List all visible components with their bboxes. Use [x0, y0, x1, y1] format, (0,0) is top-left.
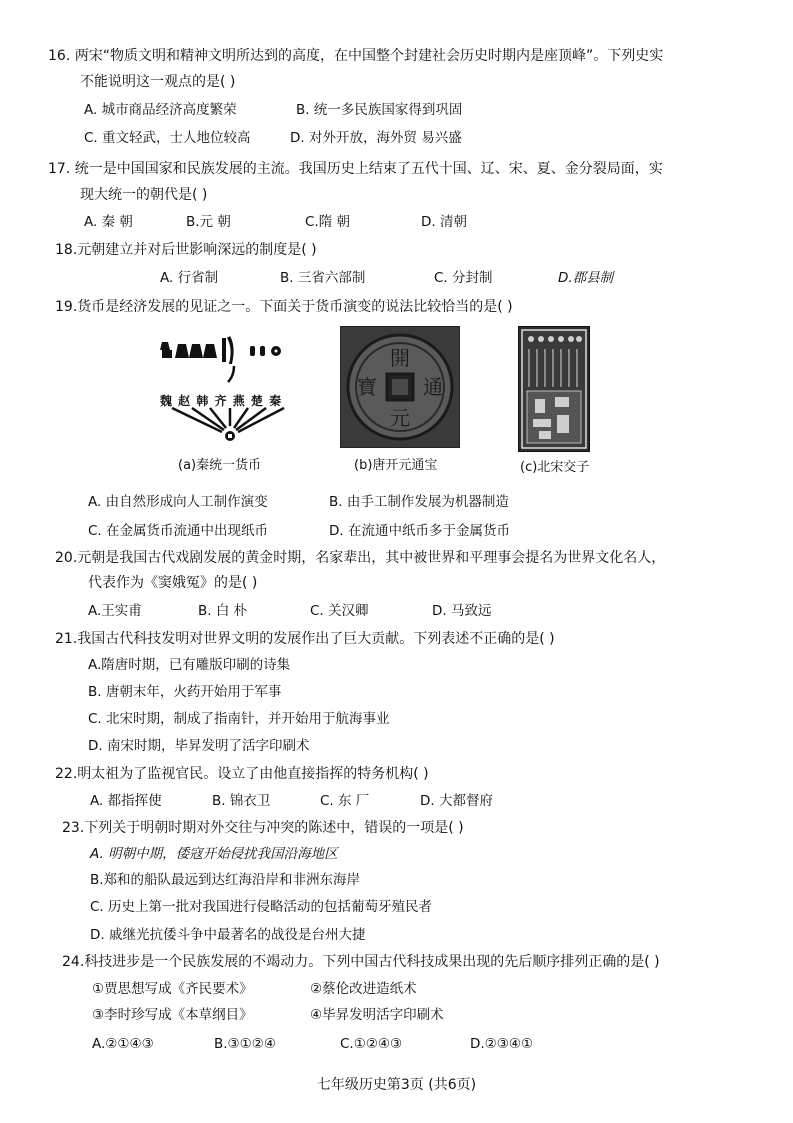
warring-states-labels: 魏 赵 韩 齐 燕 楚 秦	[160, 394, 283, 408]
q20-option-b: B. 白 朴	[198, 603, 248, 619]
q22-option-c: C. 东 厂	[320, 793, 370, 809]
caption-c: (c)北宋交子	[520, 460, 590, 475]
q24-stem: 24.科技进步是一个民族发展的不竭动力。下列中国古代科技成果出现的先后顺序排列正确的是( )	[62, 954, 660, 970]
q21-option-d: D. 南宋时期，毕昇发明了活字印刷术	[88, 738, 310, 754]
q24-item-1: ①贾思想写成《齐民要术》	[92, 981, 253, 997]
kaiyuan-coin-image	[340, 326, 460, 448]
q23-option-a: A. 明朝中期，倭寇开始侵扰我国沿海地区	[90, 846, 338, 862]
q23-option-b: B.郑和的船队最远到达红海沿岸和非洲东海岸	[90, 872, 361, 888]
q16-option-d: D. 对外开放，海外贸 易兴盛	[290, 130, 462, 146]
q19-option-c: C. 在金属货币流通中出现纸币	[88, 523, 269, 539]
q24-option-b: B.③①②④	[214, 1036, 276, 1052]
q24-item-3: ③李时珍写成《本草纲目》	[92, 1007, 253, 1023]
q20-option-c: C. 关汉卿	[310, 603, 369, 619]
q18-option-a: A. 行省制	[160, 270, 219, 286]
q18-option-d: D.郡县制	[558, 270, 614, 286]
q22-option-a: A. 都指挥使	[90, 793, 162, 809]
q20-stem-line1: 20.元朝是我国古代戏剧发展的黄金时期，名家辈出，其中被世界和平理事会提名为世界文化名人，	[55, 550, 666, 566]
qin-currency-image	[152, 330, 300, 448]
q23-stem: 23.下列关于明朝时期对外交往与冲突的陈述中，错误的一项是( )	[62, 820, 464, 836]
q17-stem-line2: 现大统一的朝代是( )	[80, 187, 208, 203]
q17-option-c: C.隋 朝	[305, 214, 351, 230]
q20-stem-line2: 代表作为《窦娥冤》的是( )	[88, 575, 258, 591]
q18-stem: 18.元朝建立并对后世影响深远的制度是( )	[55, 242, 317, 258]
q20-option-a: A.王实甫	[88, 603, 142, 619]
q17-option-a: A. 秦 朝	[84, 214, 133, 230]
q17-option-d: D. 清朝	[421, 214, 467, 230]
q24-item-2: ②蔡伦改进造纸术	[310, 981, 417, 997]
q21-option-b: B. 唐朝末年，火药开始用于军事	[88, 684, 282, 700]
q24-option-d: D.②③④①	[470, 1036, 534, 1052]
q17-stem-line1: 17. 统一是中国国家和民族发展的主流。我国历史上结束了五代十国、辽、宋、夏、金分裂局面，实	[48, 161, 663, 177]
q16-stem-line1: 16. 两宋“物质文明和精神文明所达到的高度，在中国整个封建社会历史时期内是座顶峰”。下列史实	[48, 48, 664, 64]
q16-stem-line2: 不能说明这一观点的是( )	[80, 74, 236, 90]
kaiyuan-coin-drawing	[341, 327, 459, 447]
q21-stem: 21.我国古代科技发明对世界文明的发展作出了巨大贡献。下列表述不正确的是( )	[55, 631, 555, 647]
q20-option-d: D. 马致远	[432, 603, 492, 619]
q19-option-b: B. 由手工制作发展为机器制造	[329, 494, 509, 510]
q18-option-b: B. 三省六部制	[280, 270, 366, 286]
q21-option-c: C. 北宋时期，制成了指南针，并开始用于航海事业	[88, 711, 390, 727]
q22-option-b: B. 锦衣卫	[212, 793, 271, 809]
q24-item-4: ④毕昇发明活字印刷术	[310, 1007, 444, 1023]
q16-option-a: A. 城市商品经济高度繁荣	[84, 102, 237, 118]
coin-char-left: 寶	[357, 375, 377, 399]
q18-option-c: C. 分封制	[434, 270, 493, 286]
q17-option-b: B.元 朝	[186, 214, 231, 230]
q19-stem: 19.货币是经济发展的见证之一。下面关于货币演变的说法比较恰当的是( )	[55, 299, 513, 315]
jiaozi-banknote-image	[518, 326, 590, 452]
coin-char-bottom: 元	[390, 406, 410, 430]
caption-a: (a)秦统一货币	[178, 458, 262, 473]
q16-option-c: C. 重文轻武，士人地位较高	[84, 130, 251, 146]
q22-stem: 22.明太祖为了监视官民。设立了由他直接指挥的特务机构( )	[55, 766, 429, 782]
coin-char-top: 開	[390, 346, 410, 370]
page-footer: 七年级历史第3页 (共6页)	[316, 1077, 477, 1093]
q24-option-c: C.①②④③	[340, 1036, 403, 1052]
q16-option-b: B. 统一多民族国家得到巩固	[296, 102, 463, 118]
q22-option-d: D. 大都督府	[420, 793, 493, 809]
q23-option-d: D. 戚继光抗倭斗争中最著名的战役是台州大捷	[90, 927, 366, 943]
q19-option-d: D. 在流通中纸币多于金属货币	[329, 523, 510, 539]
jiaozi-banknote-drawing	[519, 327, 589, 451]
q23-option-c: C. 历史上第一批对我国进行侵略活动的包括葡萄牙殖民者	[90, 899, 433, 915]
caption-b: (b)唐开元通宝	[354, 458, 438, 473]
coin-char-right: 通	[423, 375, 443, 399]
q19-option-a: A. 由自然形成向人工制作演变	[88, 494, 268, 510]
qin-currency-drawing	[152, 330, 300, 448]
q24-option-a: A.②①④③	[92, 1036, 154, 1052]
q21-option-a: A.隋唐时期，已有雕版印刷的诗集	[88, 657, 291, 673]
